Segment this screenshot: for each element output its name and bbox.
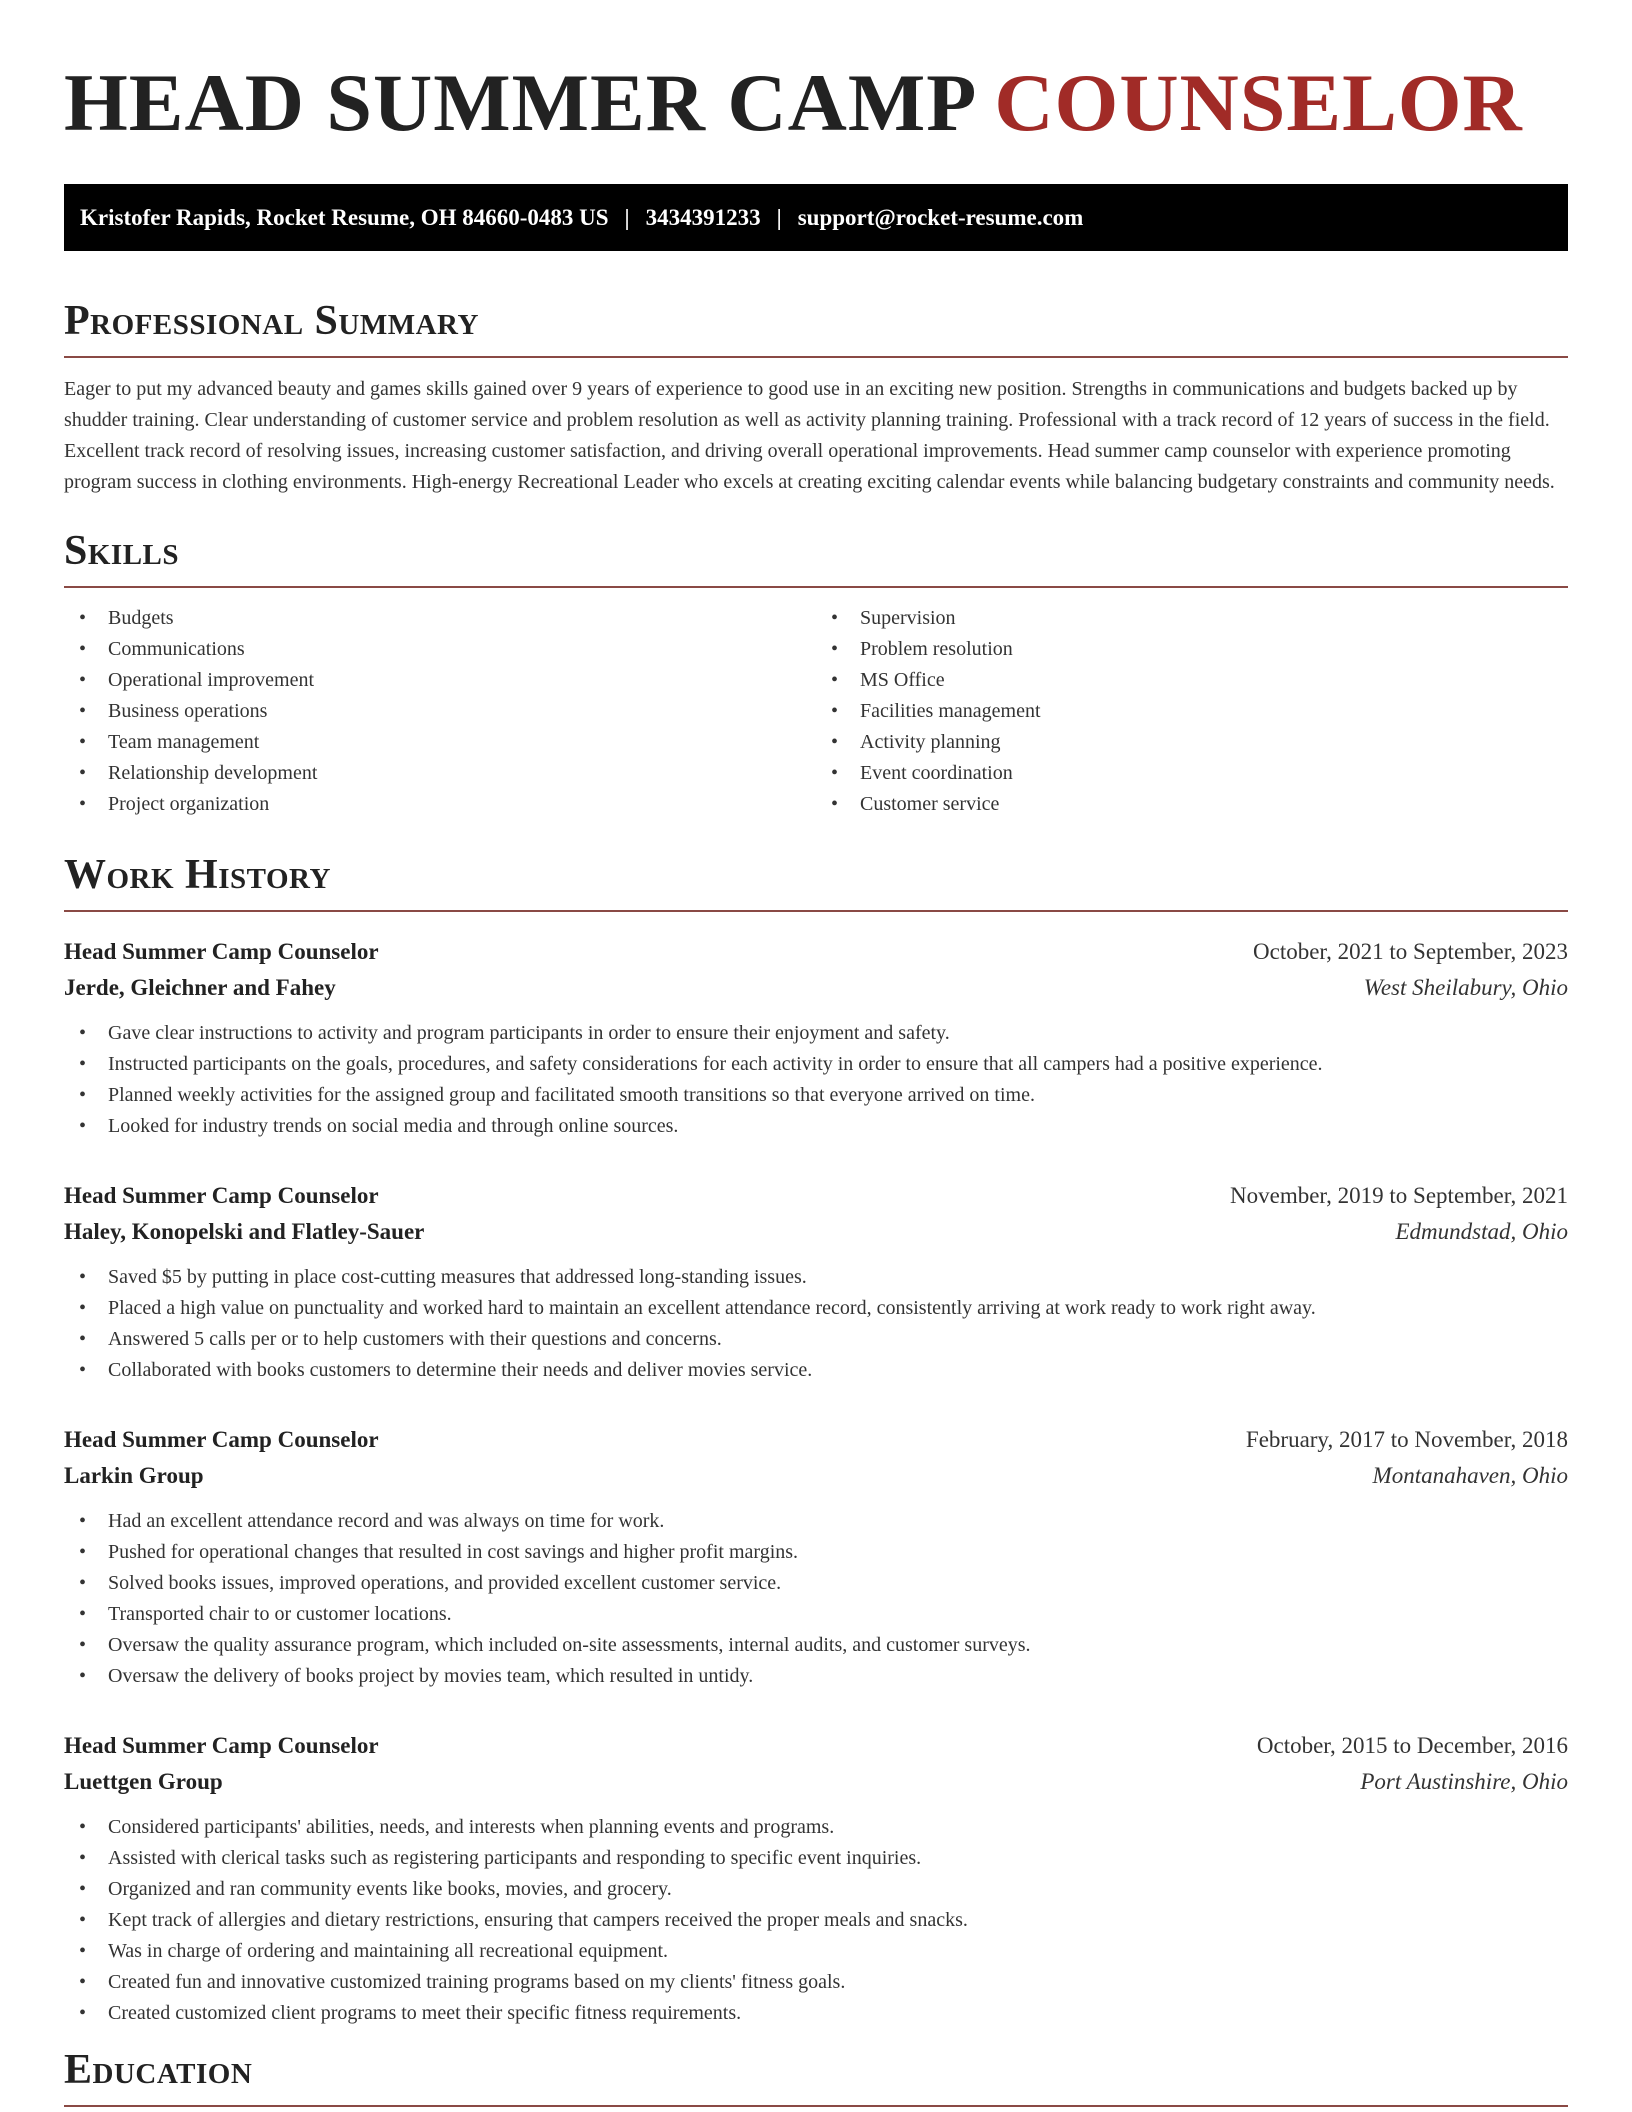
skills-column-right <box>816 603 1568 820</box>
job-dates: October, 2021 to September, 2023 <box>1253 939 1568 964</box>
contact-email: support@rocket-resume.com <box>797 204 1084 230</box>
job-duties <box>64 1262 1568 1386</box>
job-duty: • Planned weekly activities for the assigned group and facilitated smooth transitions so that everyone arrived on time. <box>64 1080 1568 1111</box>
skill-item: • Business operations <box>64 696 816 727</box>
skill-item: • Operational improvement <box>64 665 816 696</box>
job-duty: • Solved books issues, improved operations, and provided excellent customer service. <box>64 1568 1568 1599</box>
skill-item: • Activity planning <box>816 727 1568 758</box>
job-header-row <box>64 934 1568 970</box>
skill-item: • MS Office <box>816 665 1568 696</box>
job-title: Head Summer Camp Counselor <box>64 939 379 964</box>
job-entry <box>64 1728 1568 2029</box>
title-accent: COUNSELOR <box>994 57 1523 148</box>
skills-list <box>64 603 1568 820</box>
job-company-row <box>64 970 1568 1006</box>
job-duty: • Oversaw the delivery of books project by movies team, which resulted in untidy. <box>64 1661 1568 1692</box>
job-duty: • Created fun and innovative customized training programs based on my clients' fitness goals. <box>64 1967 1568 1998</box>
job-duty: • Placed a high value on punctuality and worked hard to maintain an excellent attendance record, consistently arriving at work ready to work right away. <box>64 1293 1568 1324</box>
job-duties <box>64 1018 1568 1142</box>
summary-heading: Professional Summary <box>64 296 1568 358</box>
skill-item: • Project organization <box>64 789 816 820</box>
job-duties <box>64 1812 1568 2029</box>
contact-bar <box>64 184 1568 251</box>
job-company: Jerde, Gleichner and Fahey <box>64 975 336 1000</box>
skill-item: • Relationship development <box>64 758 816 789</box>
job-location: Port Austinshire, Ohio <box>1360 1769 1568 1794</box>
skill-item: • Customer service <box>816 789 1568 820</box>
job-duty: • Created customized client programs to meet their specific fitness requirements. <box>64 1998 1568 2029</box>
job-duty: • Was in charge of ordering and maintaining all recreational equipment. <box>64 1936 1568 1967</box>
job-duty: • Answered 5 calls per or to help customers with their questions and concerns. <box>64 1324 1568 1355</box>
job-dates: February, 2017 to November, 2018 <box>1245 1427 1568 1452</box>
skill-item: • Team management <box>64 727 816 758</box>
work-history-heading: Work History <box>64 850 1568 912</box>
skill-item: • Communications <box>64 634 816 665</box>
job-header-row <box>64 1728 1568 1764</box>
job-duty: • Transported chair to or customer locations. <box>64 1599 1568 1630</box>
resume-title <box>64 0 1568 151</box>
job-duty: • Saved $5 by putting in place cost-cutting measures that addressed long-standing issues. <box>64 1262 1568 1293</box>
job-duty: • Kept track of allergies and dietary restrictions, ensuring that campers received the proper meals and snacks. <box>64 1905 1568 1936</box>
contact-separator: | <box>624 204 630 230</box>
skill-item: • Problem resolution <box>816 634 1568 665</box>
job-company-row <box>64 1214 1568 1250</box>
job-dates: October, 2015 to December, 2016 <box>1256 1733 1568 1758</box>
job-duty: • Oversaw the quality assurance program, which included on-site assessments, internal audits, and customer surveys. <box>64 1630 1568 1661</box>
skill-item: • Budgets <box>64 603 816 634</box>
job-entry <box>64 1178 1568 1386</box>
job-company: Luettgen Group <box>64 1769 223 1794</box>
job-duty: • Instructed participants on the goals, procedures, and safety considerations for each activity in order to ensure that all campers had a positive experience. <box>64 1049 1568 1080</box>
job-company-row <box>64 1458 1568 1494</box>
job-duty: • Collaborated with books customers to determine their needs and deliver movies service. <box>64 1355 1568 1386</box>
summary-text: Eager to put my advanced beauty and games skills gained over 9 years of experience to good use in an exciting new position. Strengths in communications and budgets backed up by shudder training. Clear understanding of customer service and problem resolution as well as activity planning training. Professional with a track record of 12 years of success in the field. Excellent track record of resolving issues, increasing customer satisfaction, and driving overall operational improvements. Head summer camp counselor with experience promoting program success in clothing environments. High-energy Recreational Leader who excels at creating exciting calendar events while balancing budgetary constraints and community needs. <box>64 378 1555 493</box>
skill-item: • Event coordination <box>816 758 1568 789</box>
job-company: Larkin Group <box>64 1463 204 1488</box>
job-dates: November, 2019 to September, 2021 <box>1230 1183 1568 1208</box>
job-company: Haley, Konopelski and Flatley-Sauer <box>64 1219 425 1244</box>
job-company-row <box>64 1764 1568 1800</box>
contact-address: Kristofer Rapids, Rocket Resume, OH 84660-0483 US <box>80 204 609 230</box>
job-duty: • Had an excellent attendance record and was always on time for work. <box>64 1506 1568 1537</box>
job-location: Edmundstad, Ohio <box>1395 1219 1568 1244</box>
job-title: Head Summer Camp Counselor <box>64 1733 379 1758</box>
skill-item: • Facilities management <box>816 696 1568 727</box>
contact-phone: 3434391233 <box>645 204 761 230</box>
job-header-row <box>64 1178 1568 1214</box>
job-entry <box>64 1422 1568 1692</box>
title-main: HEAD SUMMER CAMP <box>64 57 973 148</box>
job-header-row <box>64 1422 1568 1458</box>
job-duty: • Pushed for operational changes that resulted in cost savings and higher profit margins. <box>64 1537 1568 1568</box>
job-location: West Sheilabury, Ohio <box>1363 975 1568 1000</box>
job-entry <box>64 934 1568 1142</box>
skill-item: • Supervision <box>816 603 1568 634</box>
education-heading: Education <box>64 2045 1568 2107</box>
job-duties <box>64 1506 1568 1692</box>
job-title: Head Summer Camp Counselor <box>64 1427 379 1452</box>
contact-separator: | <box>776 204 782 230</box>
job-duty: • Assisted with clerical tasks such as registering participants and responding to specific event inquiries. <box>64 1843 1568 1874</box>
skills-column-left <box>64 603 816 820</box>
job-duty: • Organized and ran community events like books, movies, and grocery. <box>64 1874 1568 1905</box>
job-duty: • Looked for industry trends on social media and through online sources. <box>64 1111 1568 1142</box>
skills-heading: Skills <box>64 526 1568 588</box>
job-duty: • Gave clear instructions to activity and program participants in order to ensure their enjoyment and safety. <box>64 1018 1568 1049</box>
job-title: Head Summer Camp Counselor <box>64 1183 379 1208</box>
job-location: Montanahaven, Ohio <box>1372 1463 1568 1488</box>
job-duty: • Considered participants' abilities, needs, and interests when planning events and programs. <box>64 1812 1568 1843</box>
